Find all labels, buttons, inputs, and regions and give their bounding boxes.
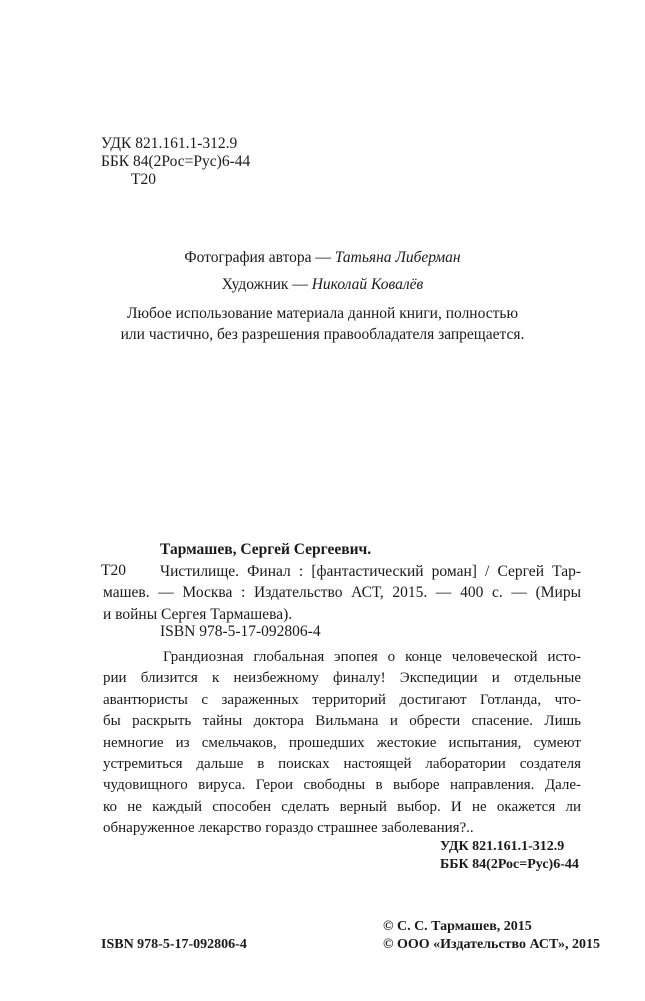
footer-udk-code: УДК 821.161.1-312.9 <box>440 839 565 854</box>
copyright-publisher: © ООО «Издательство АСТ», 2015 <box>383 937 601 952</box>
annotation-line: немногие из смельчаков, прошедших жестокие испытания, сумеют <box>103 734 581 751</box>
annotation-line: авантюристы с зараженных территорий достигают Готланда, что- <box>103 691 581 708</box>
copyright-notice-line-2: или частично, без разрешения правообладателя запрещается. <box>120 326 525 343</box>
bibliographic-mark: Т20 <box>101 562 126 579</box>
copyright-notice-line-1: Любое использование материала данной книги, полностью <box>126 305 519 322</box>
bibliographic-line: машев. — Москва : Издательство АСТ, 2015. — 400 с. — (Миры <box>103 584 581 602</box>
photo-credit <box>0 249 645 267</box>
author-mark: Т20 <box>131 171 156 188</box>
annotation-line: устремиться дальше в поисках настоящей лаборатории создателя <box>103 756 581 773</box>
photo-credit-name: Татьяна Либерман <box>334 249 461 266</box>
artist-credit-name: Николай Ковалёв <box>311 276 424 293</box>
bibliographic-description <box>103 561 581 625</box>
artist-credit <box>0 276 645 294</box>
bbk-code: ББК 84(2Рос=Рус)6-44 <box>101 153 251 170</box>
annotation <box>103 647 581 840</box>
bibliographic-author-heading: Тармашев, Сергей Сергеевич. <box>160 541 372 558</box>
footer-isbn: ISBN 978-5-17-092806-4 <box>101 937 247 952</box>
annotation-line: рии близится к неизбежному финалу! Экспедиции и отдельные <box>103 670 581 687</box>
annotation-line: обнаруженное лекарство гораздо страшнее заболевания?.. <box>103 820 474 837</box>
footer-bbk-code: ББК 84(2Рос=Рус)6-44 <box>440 857 579 872</box>
annotation-line: Грандиозная глобальная эпопея о конце человеческой исто- <box>163 649 581 665</box>
bibliographic-line: и войны Сергея Тармашева). <box>103 605 293 623</box>
annotation-line: ко не каждый способен сделать верный выбор. И не окажется ли <box>103 798 581 815</box>
photo-credit-label: Фотография автора — <box>184 249 331 266</box>
annotation-line: чудовищного вируса. Герои свободны в выборе направления. Дале- <box>103 777 581 794</box>
bibliographic-isbn: ISBN 978-5-17-092806-4 <box>160 623 321 640</box>
copyright-author: © С. С. Тармашев, 2015 <box>383 919 532 934</box>
bibliographic-line: Чистилище. Финал : [фантастический роман] / Сергей Тар- <box>160 563 581 580</box>
artist-credit-label: Художник — <box>221 276 308 293</box>
annotation-line: бы раскрыть тайны доктора Вильмана и обрести спасение. Лишь <box>103 713 581 730</box>
udk-code: УДК 821.161.1-312.9 <box>101 135 238 152</box>
